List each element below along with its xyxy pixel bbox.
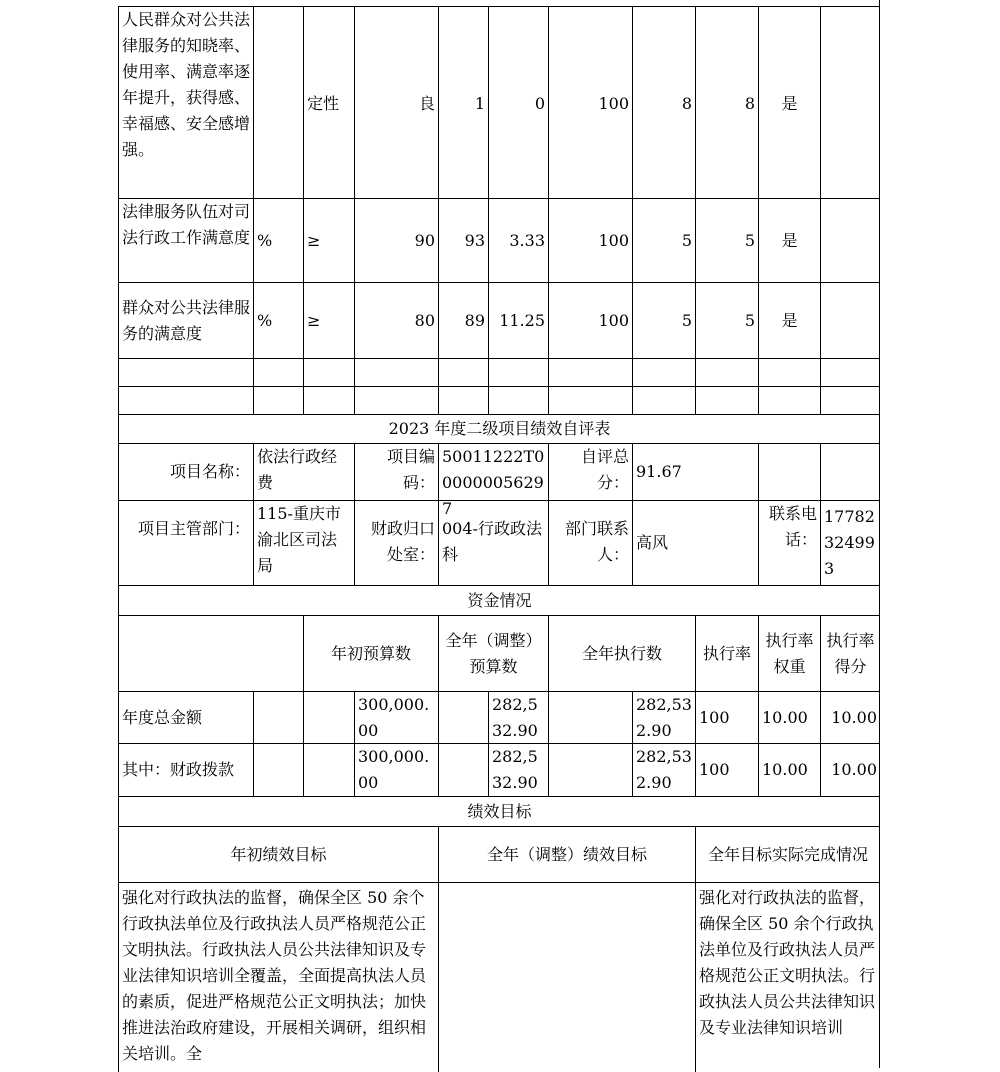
funds-adjusted-2: 282,532.90 — [488, 743, 548, 796]
empty-cell — [303, 386, 354, 414]
empty-cell — [820, 443, 880, 500]
phone-label: 联系电话： — [758, 500, 820, 585]
empty-cell — [303, 691, 354, 743]
funds-score-2: 10.00 — [820, 743, 880, 796]
metric-deviation-1: 0 — [488, 6, 548, 198]
office-label: 财政归口处室： — [354, 500, 438, 585]
metric-weight-1: 100 — [548, 6, 632, 198]
metric-ok-2: 是 — [758, 198, 820, 282]
empty-cell — [253, 743, 303, 796]
funds-header-weight: 执行率权重 — [758, 615, 820, 691]
funds-header-score: 执行率得分 — [820, 615, 880, 691]
empty-cell — [548, 691, 632, 743]
metric-actual-1: 1 — [438, 6, 488, 198]
metric-deviation-2: 3.33 — [488, 198, 548, 282]
empty-cell — [695, 386, 758, 414]
empty-cell — [438, 743, 488, 796]
funds-executed-2: 282,532.90 — [632, 743, 695, 796]
empty-cell — [438, 691, 488, 743]
empty-cell — [253, 691, 303, 743]
funds-header-blank — [118, 615, 303, 691]
metric-actual-3: 89 — [438, 282, 488, 358]
empty-cell — [303, 358, 354, 386]
metric-op-1: 定性 — [303, 6, 354, 198]
metric-score-3: 5 — [695, 282, 758, 358]
form-title: 2023 年度二级项目绩效自评表 — [118, 414, 880, 443]
self-score-label: 自评总分： — [548, 443, 632, 500]
metric-actual-2: 93 — [438, 198, 488, 282]
goals-header-initial: 年初绩效目标 — [118, 826, 438, 882]
project-code-label: 项目编码： — [354, 443, 438, 500]
metric-note-3 — [820, 282, 880, 358]
funds-initial-1: 300,000.00 — [354, 691, 438, 743]
self-score-value: 91.67 — [632, 443, 758, 500]
empty-cell — [820, 358, 880, 386]
funds-weight-1: 10.00 — [758, 691, 820, 743]
metric-score-max-2: 5 — [632, 198, 695, 282]
phone-value: 17782324993 — [820, 500, 880, 585]
metric-ok-1: 是 — [758, 6, 820, 198]
metric-target-1: 良 — [354, 6, 438, 198]
empty-cell — [303, 743, 354, 796]
funds-header-executed: 全年执行数 — [548, 615, 695, 691]
metric-op-2: ≥ — [303, 198, 354, 282]
contact-value: 高风 — [632, 500, 758, 585]
funds-rate-1: 100 — [695, 691, 758, 743]
metric-unit-3: % — [253, 282, 303, 358]
metric-score-1: 8 — [695, 6, 758, 198]
funds-rate-2: 100 — [695, 743, 758, 796]
funds-adjusted-1: 282,532.90 — [488, 691, 548, 743]
goals-initial-text: 强化对行政执法的监督，确保全区 50 余个行政执法单位及行政执法人员严格规范公正文明执法。行政执法人员公共法律知识及专业法律知识培训全覆盖，全面提高执法人员的素质，促进严格规范公正文明执法；加快推进法治政府建设，开展相关调研，组织相关培训。全 — [118, 882, 438, 1072]
empty-cell — [820, 386, 880, 414]
funds-row-label-1: 年度总金额 — [118, 691, 253, 743]
goals-header-adjusted: 全年（调整）绩效目标 — [438, 826, 695, 882]
funds-executed-1: 282,532.90 — [632, 691, 695, 743]
empty-cell — [632, 358, 695, 386]
funds-header-initial: 年初预算数 — [303, 615, 438, 691]
dept-label: 项目主管部门： — [118, 500, 253, 585]
empty-cell — [488, 358, 548, 386]
funds-weight-2: 10.00 — [758, 743, 820, 796]
metric-weight-2: 100 — [548, 198, 632, 282]
metric-name-2: 法律服务队伍对司法行政工作满意度 — [118, 198, 253, 282]
empty-cell — [758, 358, 820, 386]
empty-cell — [118, 386, 253, 414]
metric-target-3: 80 — [354, 282, 438, 358]
funds-score-1: 10.00 — [820, 691, 880, 743]
metric-note-1 — [820, 6, 880, 198]
funds-header-adjusted: 全年（调整）预算数 — [438, 615, 548, 691]
empty-cell — [758, 443, 820, 500]
project-name-label: 项目名称： — [118, 443, 253, 500]
contact-label: 部门联系人： — [548, 500, 632, 585]
metric-name-1: 人民群众对公共法律服务的知晓率、使用率、满意率逐年提升，获得感、幸福感、安全感增强。 — [118, 6, 253, 198]
empty-cell — [632, 386, 695, 414]
goals-adjusted-text — [438, 882, 695, 1072]
metric-score-max-3: 5 — [632, 282, 695, 358]
project-name-value: 依法行政经费 — [253, 443, 354, 500]
table-right-border — [879, 0, 880, 1068]
metric-score-max-1: 8 — [632, 6, 695, 198]
metric-name-3: 群众对公共法律服务的满意度 — [118, 282, 253, 358]
empty-cell — [488, 386, 548, 414]
empty-cell — [758, 386, 820, 414]
metric-score-2: 5 — [695, 198, 758, 282]
goals-section-title: 绩效目标 — [118, 796, 880, 826]
funds-row-label-2: 其中：财政拨款 — [118, 743, 253, 796]
funds-initial-2: 300,000.00 — [354, 743, 438, 796]
metric-target-2: 90 — [354, 198, 438, 282]
empty-cell — [118, 358, 253, 386]
dept-value: 115-重庆市渝北区司法局 — [253, 500, 354, 585]
metric-ok-3: 是 — [758, 282, 820, 358]
empty-cell — [253, 386, 303, 414]
funds-section-title: 资金情况 — [118, 585, 880, 615]
metric-note-2 — [820, 198, 880, 282]
empty-cell — [695, 358, 758, 386]
goals-header-actual: 全年目标实际完成情况 — [695, 826, 880, 882]
empty-cell — [354, 386, 438, 414]
goals-actual-text: 强化对行政执法的监督，确保全区 50 余个行政执法单位及行政执法人员严格规范公正文明执法。行政执法人员公共法律知识及专业法律知识培训 — [695, 882, 880, 1072]
metric-deviation-3: 11.25 — [488, 282, 548, 358]
empty-cell — [253, 358, 303, 386]
metric-weight-3: 100 — [548, 282, 632, 358]
project-code-value: 50011222T000000056297 — [438, 443, 548, 500]
empty-cell — [438, 386, 488, 414]
empty-cell — [548, 743, 632, 796]
office-value: 004-行政政法科 — [438, 500, 548, 585]
metric-op-3: ≥ — [303, 282, 354, 358]
funds-header-rate: 执行率 — [695, 615, 758, 691]
empty-cell — [438, 358, 488, 386]
metric-unit-1 — [253, 6, 303, 198]
empty-cell — [354, 358, 438, 386]
empty-cell — [548, 358, 632, 386]
empty-cell — [548, 386, 632, 414]
metric-unit-2: % — [253, 198, 303, 282]
